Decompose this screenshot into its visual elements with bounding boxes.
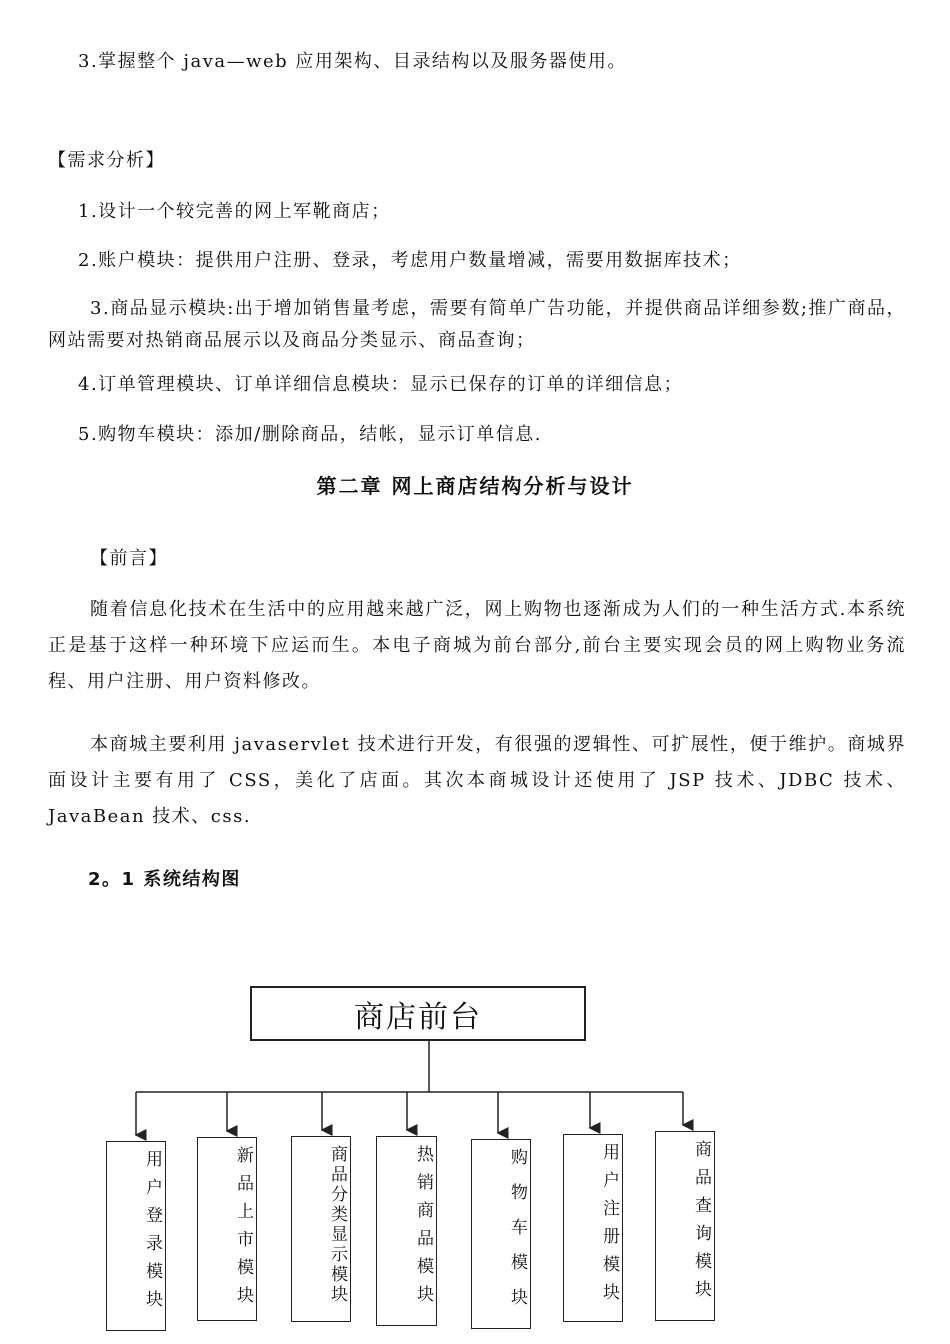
module-node-5 <box>471 1139 531 1329</box>
module-label: 购物车模块 <box>507 1148 527 1323</box>
module-node-2 <box>197 1137 257 1321</box>
module-node-1 <box>106 1141 166 1331</box>
module-node-3 <box>291 1136 351 1322</box>
requirements-heading: 【需求分析】 <box>48 150 165 171</box>
requirement-item-1: 1.设计一个较完善的网上军靴商店； <box>78 201 391 222</box>
module-node-6 <box>563 1134 623 1322</box>
module-node-4 <box>376 1136 437 1326</box>
module-label: 商品查询模块 <box>691 1140 711 1308</box>
module-label: 商品分类显示模块 <box>327 1145 347 1305</box>
module-label: 热销商品模块 <box>413 1145 433 1313</box>
module-label: 新品上市模块 <box>233 1146 253 1314</box>
section-title: 2。1 系统结构图 <box>88 869 241 890</box>
objective-item-3: 3.掌握整个 java—web 应用架构、目录结构以及服务器使用。 <box>78 51 627 72</box>
root-node: 商店前台 <box>250 986 586 1041</box>
module-node-7 <box>655 1131 715 1321</box>
structure-diagram <box>0 975 950 1344</box>
requirement-item-4: 4.订单管理模块、订单详细信息模块：显示已保存的订单的详细信息； <box>78 374 684 395</box>
requirement-item-3: 3.商品显示模块:出于增加销售量考虑，需要有简单广告功能，并提供商品详细参数;推广商品，网站需要对热销商品展示以及商品分类显示、商品查询； <box>48 298 906 351</box>
module-label: 用户登录模块 <box>142 1150 162 1318</box>
preface-heading: 【前言】 <box>90 548 168 569</box>
preface-paragraph-1: 随着信息化技术在生活中的应用越来越广泛，网上购物也逐渐成为人们的一种生活方式.本系统正是基于这样一种环境下应运而生。本电子商城为前台部分,前台主要实现会员的网上购物业务流程、用户注册、用户资料修改。 <box>48 599 906 692</box>
requirement-item-2: 2.账户模块：提供用户注册、登录，考虑用户数量增减，需要用数据库技术； <box>78 250 742 271</box>
requirement-item-5: 5.购物车模块：添加/删除商品，结帐，显示订单信息. <box>78 424 542 445</box>
chapter-title: 第二章 网上商店结构分析与设计 <box>316 474 634 498</box>
module-label: 用户注册模块 <box>599 1143 619 1311</box>
preface-paragraph-2: 本商城主要利用 javaservlet 技术进行开发，有很强的逻辑性、可扩展性，便于维护。商城界面设计主要有用了 CSS，美化了店面。其次本商城设计还使用了 JSP 技术、JDBC 技术、JavaBean 技术、css. <box>48 734 906 827</box>
